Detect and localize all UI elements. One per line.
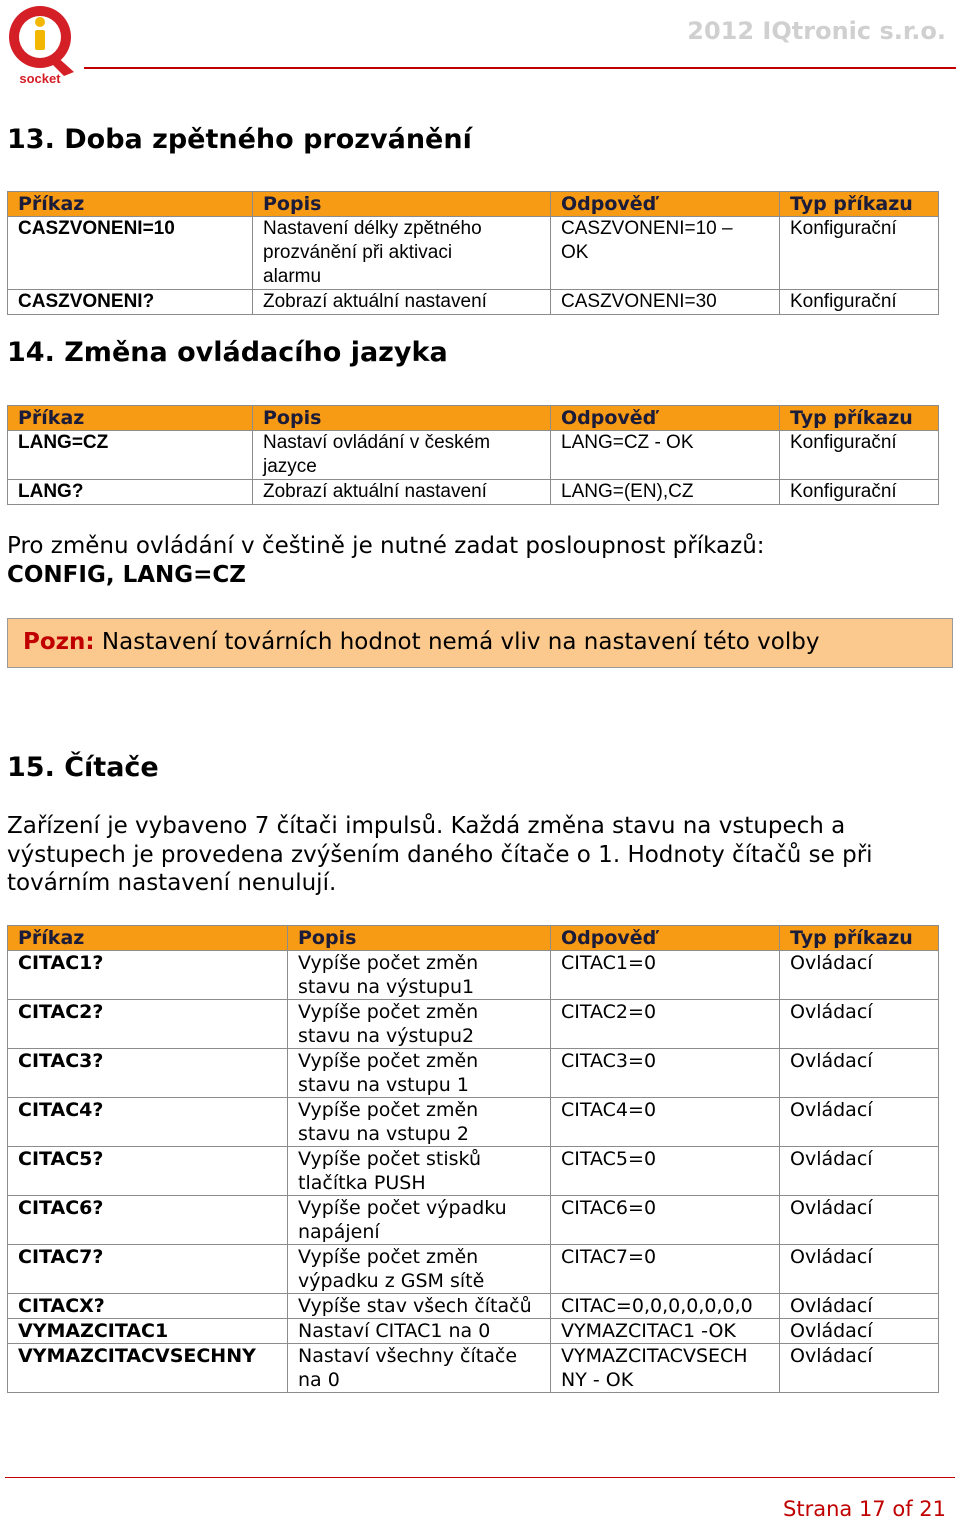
desc-line: Nastaví ovládání v českém <box>263 432 491 453</box>
cell-resp: LANG=(EN),CZ <box>551 480 780 505</box>
table-row <box>8 1147 939 1196</box>
cell-type: Ovládací <box>780 1000 939 1049</box>
desc-line: Nastaví CITAC1 na 0 <box>298 1320 491 1342</box>
cell-resp <box>551 1245 780 1294</box>
table-row <box>8 1049 939 1098</box>
cell-type: Ovládací <box>780 1319 939 1344</box>
desc-line: napájení <box>298 1221 380 1243</box>
header-popis: Popis <box>288 926 551 951</box>
cell-desc <box>253 431 551 480</box>
counters-description <box>7 812 873 898</box>
header-prikaz: Příkaz <box>8 406 253 431</box>
resp-line: CASZVONENI=10 – <box>561 218 733 239</box>
lang-command-sequence: CONFIG, LANG=CZ <box>7 561 246 588</box>
cell-resp <box>551 1196 780 1245</box>
cell-cmd: LANG=CZ <box>8 431 253 480</box>
cell-desc: Zobrazí aktuální nastavení <box>253 290 551 315</box>
section-title-15: 15. Čítače <box>7 752 159 783</box>
header-odpoved: Odpověď <box>551 926 780 951</box>
table-lang <box>7 405 939 505</box>
desc-line: Vypíše počet změn <box>298 952 479 974</box>
note-text: Nastavení továrních hodnot nemá vliv na nastavení této volby <box>94 629 820 655</box>
desc-line: výpadku z GSM sítě <box>298 1270 485 1292</box>
cell-cmd: CITAC5? <box>8 1147 288 1196</box>
cell-desc <box>288 1319 551 1344</box>
cell-type: Konfigurační <box>780 480 939 505</box>
desc-line: stavu na výstupu2 <box>298 1025 475 1047</box>
cell-cmd: CASZVONENI? <box>8 290 253 315</box>
cell-cmd: CITAC1? <box>8 951 288 1000</box>
cell-type: Ovládací <box>780 1147 939 1196</box>
cell-type: Ovládací <box>780 951 939 1000</box>
note-box <box>7 618 953 668</box>
cell-cmd: CITAC7? <box>8 1245 288 1294</box>
resp-line: CITAC2=0 <box>561 1001 657 1023</box>
desc-line: Vypíše stav všech čítačů <box>298 1295 532 1317</box>
iqsocket-logo <box>2 2 78 86</box>
table-row <box>8 1245 939 1294</box>
cell-desc <box>288 1294 551 1319</box>
header-typ: Typ příkazu <box>780 926 939 951</box>
resp-line: CITAC1=0 <box>561 952 657 974</box>
header-typ: Typ příkazu <box>780 192 939 217</box>
cell-cmd: LANG? <box>8 480 253 505</box>
table-row <box>8 431 939 480</box>
cell-desc: Zobrazí aktuální nastavení <box>253 480 551 505</box>
cell-resp <box>551 1294 780 1319</box>
cell-resp <box>551 1344 780 1393</box>
desc-line: Vypíše počet změn <box>298 1099 479 1121</box>
desc-line: na 0 <box>298 1369 340 1391</box>
cell-cmd: CITAC2? <box>8 1000 288 1049</box>
header-popis: Popis <box>253 192 551 217</box>
header-odpoved: Odpověď <box>551 406 780 431</box>
cell-desc <box>253 217 551 290</box>
para-line: továrním nastavení nenulují. <box>7 870 337 896</box>
table-row <box>8 951 939 1000</box>
desc-line: prozvánění při aktivaci <box>263 242 453 263</box>
cell-type: Ovládací <box>780 1098 939 1147</box>
cell-desc <box>288 1196 551 1245</box>
cell-desc <box>288 951 551 1000</box>
para-line: Zařízení je vybaveno 7 čítači impulsů. Každá změna stavu na vstupech a <box>7 813 846 839</box>
cell-cmd: CASZVONENI=10 <box>8 217 253 290</box>
table-row <box>8 1196 939 1245</box>
cell-resp <box>551 1000 780 1049</box>
table-row <box>8 1098 939 1147</box>
cell-cmd: CITAC6? <box>8 1196 288 1245</box>
resp-line: CITAC3=0 <box>561 1050 657 1072</box>
company-header: 2012 IQtronic s.r.o. <box>687 17 946 45</box>
table-row <box>8 1000 939 1049</box>
resp-line: CITAC5=0 <box>561 1148 657 1170</box>
table-row <box>8 217 939 290</box>
cell-cmd: VYMAZCITAC1 <box>8 1319 288 1344</box>
cell-desc <box>288 1049 551 1098</box>
desc-line: jazyce <box>263 456 317 477</box>
resp-line: CITAC7=0 <box>561 1246 657 1268</box>
page-number: Strana 17 of 21 <box>783 1497 946 1521</box>
desc-line: Vypíše počet stisků <box>298 1148 481 1170</box>
cell-resp <box>551 1098 780 1147</box>
table-header-row <box>8 926 939 951</box>
cell-desc <box>288 1245 551 1294</box>
logo-text: socket <box>19 71 61 86</box>
footer-divider <box>5 1477 955 1478</box>
citac-table-body <box>8 951 939 1393</box>
cell-cmd: CITAC4? <box>8 1098 288 1147</box>
para-line: výstupech je provedena zvýšením daného čítače o 1. Hodnoty čítačů se při <box>7 841 873 868</box>
desc-line: Vypíše počet změn <box>298 1050 479 1072</box>
lang-instruction-text: Pro změnu ovládání v češtině je nutné zadat posloupnost příkazů: <box>7 533 765 559</box>
resp-line: CITAC6=0 <box>561 1197 657 1219</box>
table-row <box>8 1344 939 1393</box>
lang-instructions <box>7 532 765 589</box>
cell-desc <box>288 1147 551 1196</box>
cell-type: Konfigurační <box>780 217 939 290</box>
cell-resp: CASZVONENI=30 <box>551 290 780 315</box>
table-citac <box>7 925 939 1393</box>
table-row <box>8 1294 939 1319</box>
desc-line: Vypíše počet změn <box>298 1001 479 1023</box>
desc-line: Vypíše počet změn <box>298 1246 479 1268</box>
cell-resp <box>551 1049 780 1098</box>
header-popis: Popis <box>253 406 551 431</box>
cell-cmd: CITACX? <box>8 1294 288 1319</box>
resp-line: NY - OK <box>561 1369 634 1391</box>
cell-type: Ovládací <box>780 1344 939 1393</box>
cell-type: Ovládací <box>780 1196 939 1245</box>
cell-type: Ovládací <box>780 1294 939 1319</box>
resp-line: VYMAZCITACVSECH <box>561 1345 748 1367</box>
header-prikaz: Příkaz <box>8 192 253 217</box>
cell-type: Konfigurační <box>780 290 939 315</box>
desc-line: stavu na vstupu 1 <box>298 1074 469 1096</box>
table-row <box>8 480 939 505</box>
cell-resp <box>551 1319 780 1344</box>
resp-line: CITAC=0,0,0,0,0,0,0 <box>561 1295 753 1317</box>
header-divider <box>84 67 956 69</box>
cell-type: Ovládací <box>780 1049 939 1098</box>
cell-type: Konfigurační <box>780 431 939 480</box>
table-row <box>8 290 939 315</box>
cell-cmd: CITAC3? <box>8 1049 288 1098</box>
table-header-row <box>8 192 939 217</box>
table-header-row <box>8 406 939 431</box>
desc-line: Vypíše počet výpadku <box>298 1197 507 1219</box>
header-prikaz: Příkaz <box>8 926 288 951</box>
cell-resp <box>551 951 780 1000</box>
desc-line: stavu na výstupu1 <box>298 976 475 998</box>
resp-line: CITAC4=0 <box>561 1099 657 1121</box>
section-title-13: 13. Doba zpětného prozvánění <box>7 124 472 155</box>
cell-cmd: VYMAZCITACVSECHNY <box>8 1344 288 1393</box>
header-odpoved: Odpověď <box>551 192 780 217</box>
note-label: Pozn: <box>23 629 95 655</box>
cell-desc <box>288 1098 551 1147</box>
desc-line: alarmu <box>263 266 322 287</box>
section-title-14: 14. Změna ovládacího jazyka <box>7 337 448 368</box>
cell-desc <box>288 1344 551 1393</box>
header-typ: Typ příkazu <box>780 406 939 431</box>
table-row <box>8 1319 939 1344</box>
cell-resp: LANG=CZ - OK <box>551 431 780 480</box>
table-caszvoneni <box>7 191 939 315</box>
desc-line: stavu na vstupu 2 <box>298 1123 469 1145</box>
resp-line: VYMAZCITAC1 -OK <box>561 1320 736 1342</box>
desc-line: Nastaví všechny čítače <box>298 1345 518 1367</box>
desc-line: Nastavení délky zpětného <box>263 218 482 239</box>
cell-type: Ovládací <box>780 1245 939 1294</box>
cell-resp <box>551 217 780 290</box>
cell-resp <box>551 1147 780 1196</box>
desc-line: tlačítka PUSH <box>298 1172 426 1194</box>
cell-desc <box>288 1000 551 1049</box>
resp-line: OK <box>561 242 589 263</box>
